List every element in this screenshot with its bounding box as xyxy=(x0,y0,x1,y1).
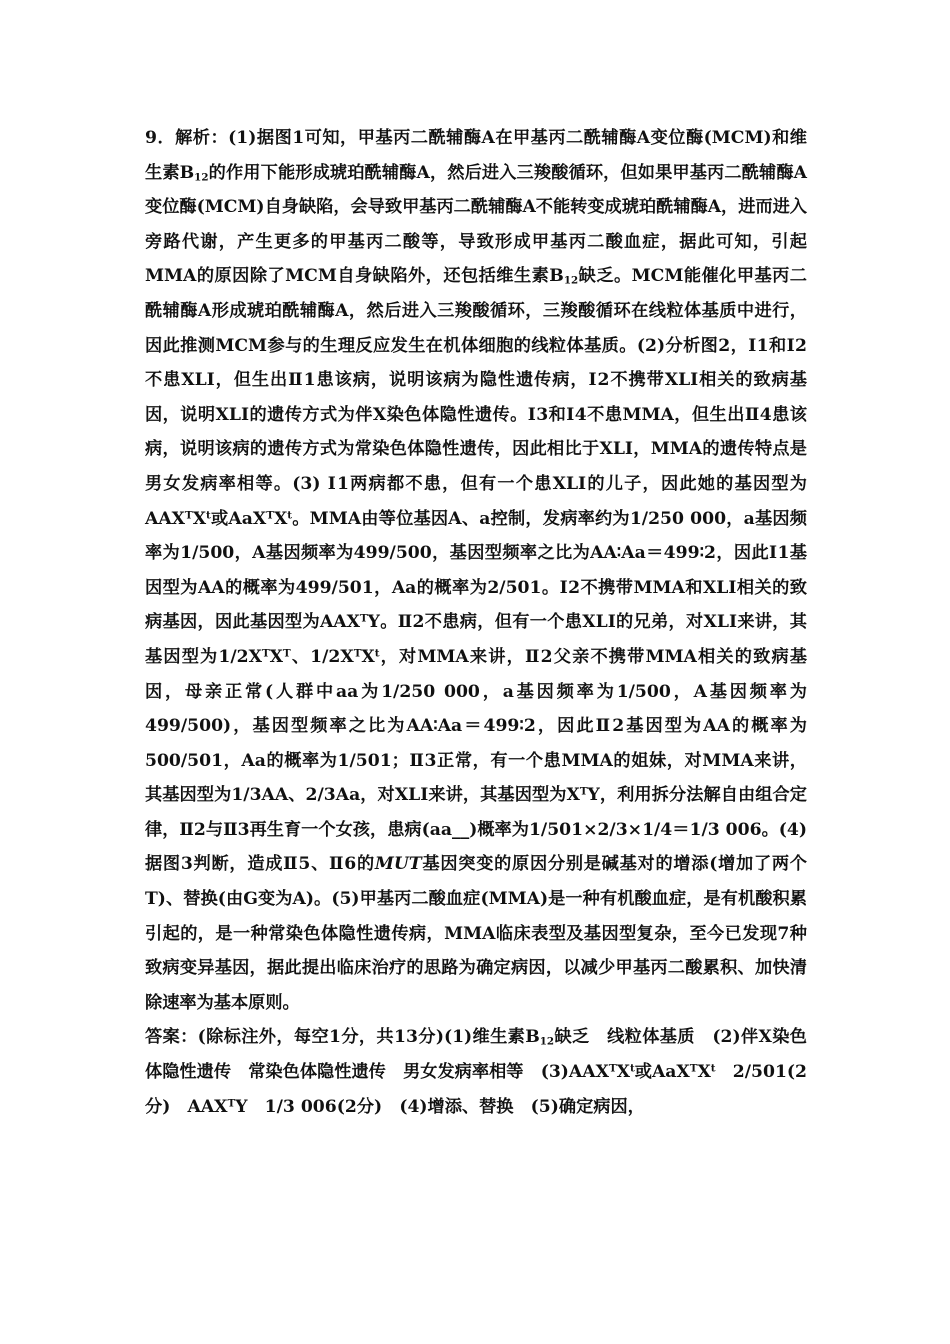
superscript-T: T xyxy=(579,785,588,798)
solution-text: (1)据图1可知，甲基丙二酰辅酶A在甲基丙二酰辅酶A变位酶(MCM)和维生素B xyxy=(145,128,807,183)
superscript-T: T xyxy=(227,1096,236,1109)
solution-text: Y。Ⅱ2不患病，但有一个患XLI的兄弟，对XLI来讲，其基因型为1/2X xyxy=(145,612,807,667)
superscript-t: t xyxy=(287,508,293,521)
solution-text: 的作用下能形成琥珀酰辅酶A，然后进入三羧酸循环，但如果甲基丙二酰辅酶A变位酶(MCM)自身缺陷，会导致甲基丙二酰辅酶A不能转变成琥珀酰辅酶A，进而进入旁路代谢，产生更多的甲基丙二酸等，导致形成甲基丙二酸血症，据此可知，引起MMA的原因除了MCM自身缺陷外，还包括维生素B xyxy=(145,162,807,287)
superscript-T: T xyxy=(261,647,270,660)
answer-paragraph xyxy=(145,1020,807,1124)
superscript-T: T xyxy=(266,508,274,521)
genotype-x: X xyxy=(697,1062,711,1083)
subscript-12: 12 xyxy=(194,171,209,184)
document-body xyxy=(145,121,807,1124)
answer-label: 答案： xyxy=(145,1027,198,1048)
solution-text: Y，利用拆分法解自由组合定律，Ⅱ2与Ⅱ3再生育一个女孩，患病(aa__)概率为1/501×2/3×1/4＝1/3 006。(4)据图3判断，造成Ⅱ5、Ⅱ6的 xyxy=(145,785,807,875)
gene-name-mut: MUT xyxy=(374,854,422,875)
superscript-t: t xyxy=(710,1062,716,1075)
superscript-T: T xyxy=(689,1062,698,1075)
answer-text: 或AaX xyxy=(634,1062,690,1083)
answer-text: 2/501(2分) AAX xyxy=(145,1062,807,1117)
superscript-T: T xyxy=(608,1062,617,1075)
superscript-T: T xyxy=(185,508,193,521)
superscript-t: t xyxy=(629,1062,635,1075)
solution-text: 。MMA由等位基因A、a控制，发病率约为1/250 000，a基因频率为1/500，A基因频率为499/500，基因型频率之比为AA∶Aa＝499∶2，因此Ⅰ1基因型为AA的概率为499/501，Aa的概率为2/501。Ⅰ2不携带MMA和XLI相关的致病基因，因此基因型为AAX xyxy=(145,508,807,633)
genotype-x: X xyxy=(192,508,207,529)
solution-paragraph xyxy=(145,121,807,1020)
genotype-x: X xyxy=(273,508,288,529)
solution-text: 或AaX xyxy=(210,508,267,529)
solution-text: 、1/2X xyxy=(290,646,354,667)
solution-text: 基因突变的原因分别是碱基对的增添(增加了两个T)、替换(由G变为A)。(5)甲基丙二酸血症(MMA)是一种有机酸血症，是有机酸积累引起的，是一种常染色体隐性遗传病，MMA临床表型及基因型复杂，至今已发现7种致病变异基因，据此提出临床治疗的思路为确定病因，以减少甲基丙二酸累积、加快清除速率为基本原则。 xyxy=(145,854,807,1013)
answer-text: (除标注外，每空1分，共13分)(1)维生素B xyxy=(197,1027,540,1048)
genotype-x: X xyxy=(361,646,375,667)
superscript-T: T xyxy=(359,612,368,625)
subscript-12: 12 xyxy=(539,1036,555,1049)
subscript-12: 12 xyxy=(563,274,579,287)
solution-text: ，对MMA来讲，Ⅱ2父亲不携带MMA相关的致病基因，母亲正常(人群中aa为1/250 000，a基因频率为1/500，A基因频率为499/500)，基因型频率之比为AA∶Aa＝499∶2，因此Ⅱ2基因型为AA的概率为500/501，Aa的概率为1/501；Ⅱ3正常，有一个患MMA的姐妹，对MMA来讲，其基因型为1/3AA、2/3Aa，对XLI来讲，其基因型为X xyxy=(145,646,807,806)
superscript-t: t xyxy=(374,647,380,660)
superscript-T: T xyxy=(353,647,362,660)
superscript-t: t xyxy=(206,508,211,521)
superscript-T: T xyxy=(282,647,291,660)
genotype-x: X xyxy=(269,646,283,667)
genotype-x: X xyxy=(616,1062,630,1083)
solution-label: 9．解析： xyxy=(145,128,229,148)
answer-text: Y 1/3 006(2分) (4)增添、替换 (5)确定病因， xyxy=(235,1096,645,1117)
solution-text: 缺乏。MCM能催化甲基丙二酰辅酶A形成琥珀酰辅酶A，然后进入三羧酸循环，三羧酸循环在线粒体基质中进行，因此推测MCM参与的生理反应发生在机体细胞的线粒体基质。(2)分析图2，Ⅰ1和Ⅰ2不患XLI，但生出Ⅱ1患该病，说明该病为隐性遗传病，Ⅰ2不携带XLI相关的致病基因，说明XLI的遗传方式为伴X染色体隐性遗传。Ⅰ3和Ⅰ4不患MMA，但生出Ⅱ4患该病，说明该病的遗传方式为常染色体隐性遗传，因此相比于XLI，MMA的遗传特点是男女发病率相等。(3) Ⅰ1两病都不患，但有一个患XLI的儿子，因此她的基因型为AAX xyxy=(145,266,807,529)
answer-text: 缺乏 线粒体基质 (2)伴X染色体隐性遗传 常染色体隐性遗传 男女发病率相等 (3)AAX xyxy=(145,1027,807,1083)
